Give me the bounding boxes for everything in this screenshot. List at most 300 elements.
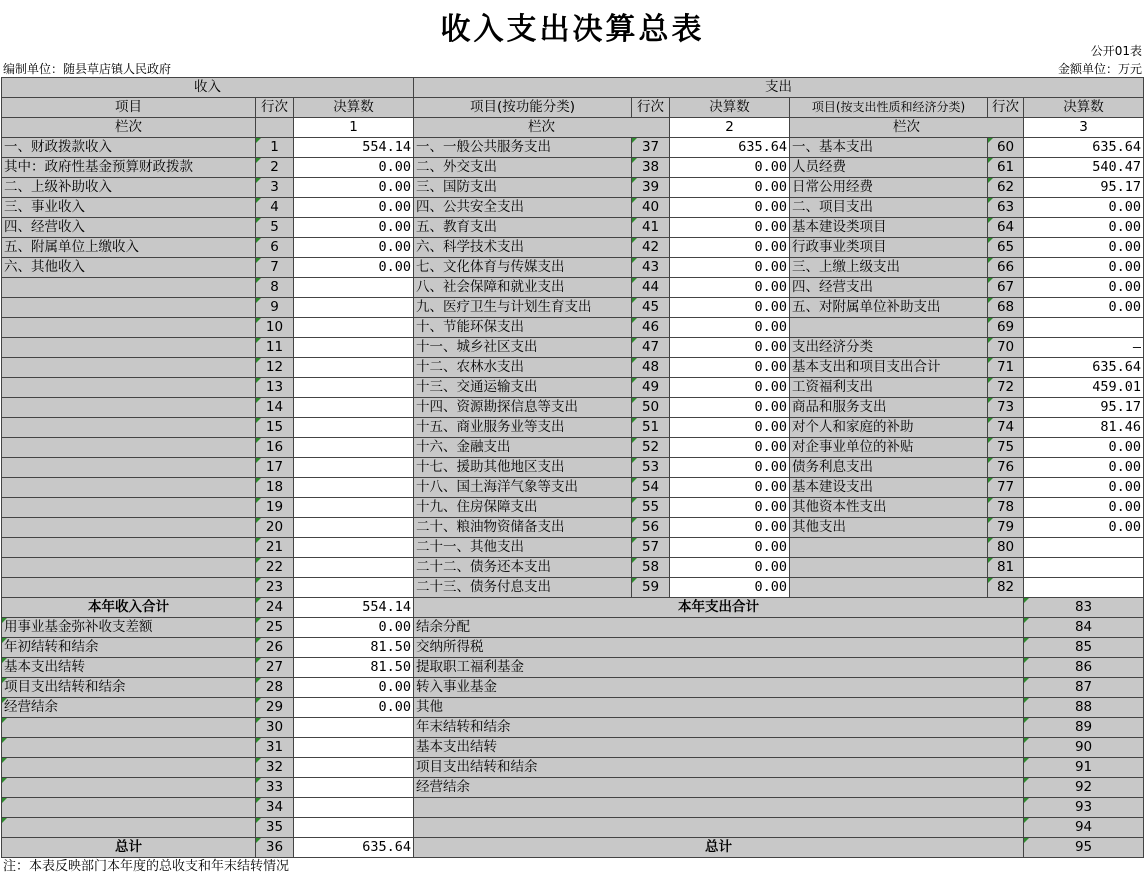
income-item	[2, 378, 256, 398]
econ-line-no: 61	[988, 158, 1024, 178]
income-item	[2, 798, 256, 818]
expense-total-line-no: 83	[1024, 598, 1144, 618]
amount-header: 决算数	[294, 98, 414, 118]
func-expense-amount: 0.00	[670, 218, 790, 238]
func-line-no: 57	[632, 538, 670, 558]
econ-line-no: 71	[988, 358, 1024, 378]
func-line-no: 55	[632, 498, 670, 518]
econ-expense-item: 对企事业单位的补贴	[790, 438, 988, 458]
income-item: 其中：政府性基金预算财政拨款	[2, 158, 256, 178]
expense-line-no: 88	[1024, 698, 1144, 718]
expense-item: 提取职工福利基金	[414, 658, 1024, 678]
table-row	[2, 758, 1144, 778]
income-item: 三、事业收入	[2, 198, 256, 218]
econ-line-no: 80	[988, 538, 1024, 558]
econ-expense-amount: 635.64	[1024, 138, 1144, 158]
func-expense-item: 十九、住房保障支出	[414, 498, 632, 518]
income-line-no: 16	[256, 438, 294, 458]
econ-expense-amount: 0.00	[1024, 198, 1144, 218]
income-line-no: 11	[256, 338, 294, 358]
line-no-header: 行次	[632, 98, 670, 118]
income-item	[2, 718, 256, 738]
income-total-label: 本年收入合计	[2, 598, 256, 618]
table-row	[2, 378, 1144, 398]
table-row	[2, 698, 1144, 718]
econ-line-no: 63	[988, 198, 1024, 218]
income-item	[2, 438, 256, 458]
func-line-no: 51	[632, 418, 670, 438]
func-line-no: 52	[632, 438, 670, 458]
econ-expense-item	[790, 558, 988, 578]
expense-total-label: 本年支出合计	[414, 598, 1024, 618]
econ-expense-amount: 0.00	[1024, 258, 1144, 278]
econ-line-no: 67	[988, 278, 1024, 298]
income-line-no: 21	[256, 538, 294, 558]
func-expense-amount: 0.00	[670, 518, 790, 538]
income-line-no: 18	[256, 478, 294, 498]
table-row	[2, 818, 1144, 838]
func-line-no: 49	[632, 378, 670, 398]
econ-expense-item: 四、经营支出	[790, 278, 988, 298]
econ-expense-item: 其他支出	[790, 518, 988, 538]
econ-expense-amount: 0.00	[1024, 298, 1144, 318]
income-line-no: 26	[256, 638, 294, 658]
econ-expense-amount: 0.00	[1024, 498, 1144, 518]
income-amount: 81.50	[294, 658, 414, 678]
func-line-no: 54	[632, 478, 670, 498]
func-expense-amount: 0.00	[670, 178, 790, 198]
income-item	[2, 338, 256, 358]
income-amount	[294, 278, 414, 298]
income-line-no: 22	[256, 558, 294, 578]
income-item: 二、上级补助收入	[2, 178, 256, 198]
income-item	[2, 418, 256, 438]
econ-line-no: 72	[988, 378, 1024, 398]
econ-line-no: 77	[988, 478, 1024, 498]
table-row	[2, 278, 1144, 298]
econ-expense-item: 债务利息支出	[790, 458, 988, 478]
income-amount	[294, 498, 414, 518]
income-amount	[294, 518, 414, 538]
func-line-no: 59	[632, 578, 670, 598]
income-amount	[294, 458, 414, 478]
income-item	[2, 578, 256, 598]
income-item: 用事业基金弥补收支差额	[2, 618, 256, 638]
table-row	[2, 498, 1144, 518]
expense-line-no: 94	[1024, 818, 1144, 838]
func-line-no: 42	[632, 238, 670, 258]
func-expense-amount: 0.00	[670, 418, 790, 438]
grand-income-amount: 635.64	[294, 838, 414, 858]
income-amount	[294, 478, 414, 498]
line-no-header: 行次	[256, 98, 294, 118]
expense-line-no: 89	[1024, 718, 1144, 738]
table-row	[2, 638, 1144, 658]
income-item	[2, 278, 256, 298]
econ-expense-item	[790, 538, 988, 558]
income-line-no: 9	[256, 298, 294, 318]
econ-line-no: 62	[988, 178, 1024, 198]
grand-expense-label: 总计	[414, 838, 1024, 858]
func-expense-amount: 0.00	[670, 318, 790, 338]
econ-expense-amount	[1024, 318, 1144, 338]
header-row-3	[2, 118, 1144, 138]
income-amount: 81.50	[294, 638, 414, 658]
econ-expense-item: 五、对附属单位补助支出	[790, 298, 988, 318]
expense-line-no: 93	[1024, 798, 1144, 818]
table-row	[2, 258, 1144, 278]
table-row	[2, 578, 1144, 598]
econ-expense-amount: 0.00	[1024, 458, 1144, 478]
func-line-no: 46	[632, 318, 670, 338]
table-row	[2, 798, 1144, 818]
income-item: 基本支出结转	[2, 658, 256, 678]
income-item: 六、其他收入	[2, 258, 256, 278]
func-expense-amount: 0.00	[670, 358, 790, 378]
income-total-line-no: 24	[256, 598, 294, 618]
income-item: 项目支出结转和结余	[2, 678, 256, 698]
func-expense-item: 十一、城乡社区支出	[414, 338, 632, 358]
income-amount	[294, 758, 414, 778]
income-amount	[294, 778, 414, 798]
econ-line-no: 68	[988, 298, 1024, 318]
income-line-no: 4	[256, 198, 294, 218]
income-amount	[294, 578, 414, 598]
econ-expense-amount: 0.00	[1024, 478, 1144, 498]
income-item	[2, 358, 256, 378]
econ-line-no: 76	[988, 458, 1024, 478]
econ-expense-item: 其他资本性支出	[790, 498, 988, 518]
func-expense-amount: 635.64	[670, 138, 790, 158]
income-item: 年初结转和结余	[2, 638, 256, 658]
econ-line-no: 78	[988, 498, 1024, 518]
income-item: 一、财政拨款收入	[2, 138, 256, 158]
func-line-no: 48	[632, 358, 670, 378]
form-code: 公开01表	[1090, 44, 1142, 58]
income-line-no: 17	[256, 458, 294, 478]
econ-line-no: 66	[988, 258, 1024, 278]
income-line-no: 34	[256, 798, 294, 818]
income-amount: 0.00	[294, 158, 414, 178]
table-row	[2, 458, 1144, 478]
income-line-no: 1	[256, 138, 294, 158]
table-body	[2, 78, 1144, 858]
func-expense-amount: 0.00	[670, 378, 790, 398]
expense-line-no: 91	[1024, 758, 1144, 778]
econ-expense-amount: 95.17	[1024, 398, 1144, 418]
income-amount	[294, 738, 414, 758]
func-expense-item: 二十二、债务还本支出	[414, 558, 632, 578]
income-line-no: 14	[256, 398, 294, 418]
header-row-1	[2, 78, 1144, 98]
econ-item-header: 项目(按支出性质和经济分类)	[790, 98, 988, 118]
income-item	[2, 558, 256, 578]
econ-expense-amount: 459.01	[1024, 378, 1144, 398]
grand-income-line-no: 36	[256, 838, 294, 858]
econ-line-no: 65	[988, 238, 1024, 258]
func-expense-amount: 0.00	[670, 578, 790, 598]
econ-line-no: 60	[988, 138, 1024, 158]
income-line-no: 2	[256, 158, 294, 178]
table-row	[2, 338, 1144, 358]
income-amount: 0.00	[294, 678, 414, 698]
money-unit: 金额单位：万元	[1057, 62, 1142, 76]
income-line-no: 12	[256, 358, 294, 378]
econ-expense-item: 工资福利支出	[790, 378, 988, 398]
func-expense-item: 一、一般公共服务支出	[414, 138, 632, 158]
econ-line-no: 73	[988, 398, 1024, 418]
expense-item	[414, 818, 1024, 838]
blank-cell	[256, 118, 294, 138]
econ-expense-amount: 0.00	[1024, 218, 1144, 238]
func-expense-item: 二十一、其他支出	[414, 538, 632, 558]
income-line-no: 30	[256, 718, 294, 738]
econ-expense-item	[790, 318, 988, 338]
income-amount: 0.00	[294, 178, 414, 198]
income-item	[2, 518, 256, 538]
page-title: 收入支出决算总表	[440, 12, 705, 47]
func-expense-amount: 0.00	[670, 158, 790, 178]
econ-expense-item: 日常公用经费	[790, 178, 988, 198]
income-header: 收入	[2, 78, 414, 98]
income-line-no: 3	[256, 178, 294, 198]
econ-expense-item: 行政事业类项目	[790, 238, 988, 258]
income-line-no: 27	[256, 658, 294, 678]
income-item	[2, 458, 256, 478]
income-item	[2, 498, 256, 518]
income-line-no: 28	[256, 678, 294, 698]
header-row-2	[2, 98, 1144, 118]
econ-expense-item: 支出经济分类	[790, 338, 988, 358]
income-total-amount: 554.14	[294, 598, 414, 618]
income-item	[2, 758, 256, 778]
func-expense-item: 八、社会保障和就业支出	[414, 278, 632, 298]
func-line-no: 39	[632, 178, 670, 198]
table-row	[2, 418, 1144, 438]
expense-item: 转入事业基金	[414, 678, 1024, 698]
func-line-no: 53	[632, 458, 670, 478]
func-expense-item: 七、文化体育与传媒支出	[414, 258, 632, 278]
income-item	[2, 738, 256, 758]
table-row	[2, 238, 1144, 258]
income-line-no: 29	[256, 698, 294, 718]
econ-expense-amount: 95.17	[1024, 178, 1144, 198]
income-line-no: 15	[256, 418, 294, 438]
econ-line-no: 79	[988, 518, 1024, 538]
income-amount: 0.00	[294, 218, 414, 238]
col-label: 栏次	[414, 118, 670, 138]
func-expense-amount: 0.00	[670, 538, 790, 558]
table-row	[2, 658, 1144, 678]
func-line-no: 37	[632, 138, 670, 158]
econ-expense-amount	[1024, 538, 1144, 558]
expense-header: 支出	[414, 78, 1144, 98]
econ-line-no: 74	[988, 418, 1024, 438]
income-item	[2, 818, 256, 838]
func-expense-item: 四、公共安全支出	[414, 198, 632, 218]
income-line-no: 10	[256, 318, 294, 338]
econ-expense-amount: —	[1024, 338, 1144, 358]
econ-expense-amount: 635.64	[1024, 358, 1144, 378]
income-amount	[294, 558, 414, 578]
income-line-no: 6	[256, 238, 294, 258]
col-label: 栏次	[790, 118, 1024, 138]
func-expense-amount: 0.00	[670, 338, 790, 358]
table-row	[2, 678, 1144, 698]
func-expense-item: 二、外交支出	[414, 158, 632, 178]
func-expense-item: 十五、商业服务业等支出	[414, 418, 632, 438]
func-expense-amount: 0.00	[670, 278, 790, 298]
income-line-no: 13	[256, 378, 294, 398]
line-no-header: 行次	[988, 98, 1024, 118]
table-row	[2, 178, 1144, 198]
table-row	[2, 558, 1144, 578]
func-line-no: 40	[632, 198, 670, 218]
income-line-no: 7	[256, 258, 294, 278]
econ-line-no: 64	[988, 218, 1024, 238]
income-line-no: 5	[256, 218, 294, 238]
income-amount	[294, 378, 414, 398]
col-label: 栏次	[2, 118, 256, 138]
income-amount	[294, 438, 414, 458]
income-amount	[294, 298, 414, 318]
grand-income-label: 总计	[2, 838, 256, 858]
income-item: 经营结余	[2, 698, 256, 718]
expense-line-no: 84	[1024, 618, 1144, 638]
expense-line-no: 85	[1024, 638, 1144, 658]
func-expense-amount: 0.00	[670, 258, 790, 278]
func-line-no: 43	[632, 258, 670, 278]
econ-expense-item: 一、基本支出	[790, 138, 988, 158]
expense-item: 结余分配	[414, 618, 1024, 638]
econ-expense-item: 基本建设类项目	[790, 218, 988, 238]
econ-expense-amount	[1024, 578, 1144, 598]
income-amount	[294, 798, 414, 818]
econ-expense-amount: 0.00	[1024, 238, 1144, 258]
func-expense-item: 十七、援助其他地区支出	[414, 458, 632, 478]
func-expense-item: 十二、农林水支出	[414, 358, 632, 378]
table-row	[2, 518, 1144, 538]
func-expense-amount: 0.00	[670, 458, 790, 478]
income-line-no: 23	[256, 578, 294, 598]
func-line-no: 44	[632, 278, 670, 298]
income-item: 五、附属单位上缴收入	[2, 238, 256, 258]
expense-item: 其他	[414, 698, 1024, 718]
func-line-no: 58	[632, 558, 670, 578]
econ-line-no: 69	[988, 318, 1024, 338]
income-amount	[294, 818, 414, 838]
income-line-no: 31	[256, 738, 294, 758]
income-item	[2, 778, 256, 798]
income-amount: 0.00	[294, 198, 414, 218]
table-row	[2, 358, 1144, 378]
col-number: 1	[294, 118, 414, 138]
expense-line-no: 92	[1024, 778, 1144, 798]
func-expense-amount: 0.00	[670, 298, 790, 318]
budget-table	[1, 77, 1144, 858]
func-expense-amount: 0.00	[670, 498, 790, 518]
expense-item: 项目支出结转和结余	[414, 758, 1024, 778]
func-expense-item: 六、科学技术支出	[414, 238, 632, 258]
income-amount	[294, 538, 414, 558]
income-amount: 0.00	[294, 238, 414, 258]
func-line-no: 41	[632, 218, 670, 238]
econ-expense-amount: 81.46	[1024, 418, 1144, 438]
compile-unit: 编制单位：随县草店镇人民政府	[3, 62, 172, 76]
income-line-no: 33	[256, 778, 294, 798]
func-expense-amount: 0.00	[670, 198, 790, 218]
income-amount	[294, 418, 414, 438]
econ-expense-amount: 0.00	[1024, 438, 1144, 458]
econ-line-no: 82	[988, 578, 1024, 598]
econ-expense-item: 人员经费	[790, 158, 988, 178]
table-row	[2, 438, 1144, 458]
econ-line-no: 81	[988, 558, 1024, 578]
income-item-header: 项目	[2, 98, 256, 118]
func-expense-item: 十八、国土海洋气象等支出	[414, 478, 632, 498]
table-row	[2, 198, 1144, 218]
func-item-header: 项目(按功能分类)	[414, 98, 632, 118]
expense-item	[414, 798, 1024, 818]
income-amount: 0.00	[294, 698, 414, 718]
expense-line-no: 87	[1024, 678, 1144, 698]
income-item	[2, 398, 256, 418]
table-row	[2, 218, 1144, 238]
econ-line-no: 70	[988, 338, 1024, 358]
total-row	[2, 598, 1144, 618]
table-row	[2, 718, 1144, 738]
func-expense-amount: 0.00	[670, 558, 790, 578]
func-expense-item: 二十、粮油物资储备支出	[414, 518, 632, 538]
expense-line-no: 86	[1024, 658, 1144, 678]
income-item	[2, 318, 256, 338]
func-expense-item: 十、节能环保支出	[414, 318, 632, 338]
table-row	[2, 398, 1144, 418]
income-amount	[294, 398, 414, 418]
table-row	[2, 298, 1144, 318]
table-row	[2, 318, 1144, 338]
income-line-no: 32	[256, 758, 294, 778]
income-amount	[294, 358, 414, 378]
econ-expense-item: 对个人和家庭的补助	[790, 418, 988, 438]
income-line-no: 35	[256, 818, 294, 838]
expense-item: 基本支出结转	[414, 738, 1024, 758]
func-expense-item: 十四、资源勘探信息等支出	[414, 398, 632, 418]
grand-total-row	[2, 838, 1144, 858]
econ-expense-item: 基本支出和项目支出合计	[790, 358, 988, 378]
income-amount: 0.00	[294, 258, 414, 278]
income-amount	[294, 718, 414, 738]
income-amount: 0.00	[294, 618, 414, 638]
func-expense-item: 九、医疗卫生与计划生育支出	[414, 298, 632, 318]
income-amount: 554.14	[294, 138, 414, 158]
amount-header: 决算数	[670, 98, 790, 118]
func-line-no: 47	[632, 338, 670, 358]
income-amount	[294, 318, 414, 338]
income-item: 四、经营收入	[2, 218, 256, 238]
table-row	[2, 538, 1144, 558]
func-expense-amount: 0.00	[670, 438, 790, 458]
grand-expense-line-no: 95	[1024, 838, 1144, 858]
footnote: 注：本表反映部门本年度的总收支和年末结转情况	[3, 859, 290, 874]
econ-expense-amount: 0.00	[1024, 278, 1144, 298]
func-line-no: 50	[632, 398, 670, 418]
income-item	[2, 478, 256, 498]
econ-line-no: 75	[988, 438, 1024, 458]
func-expense-amount: 0.00	[670, 398, 790, 418]
econ-expense-item: 二、项目支出	[790, 198, 988, 218]
func-expense-amount: 0.00	[670, 238, 790, 258]
